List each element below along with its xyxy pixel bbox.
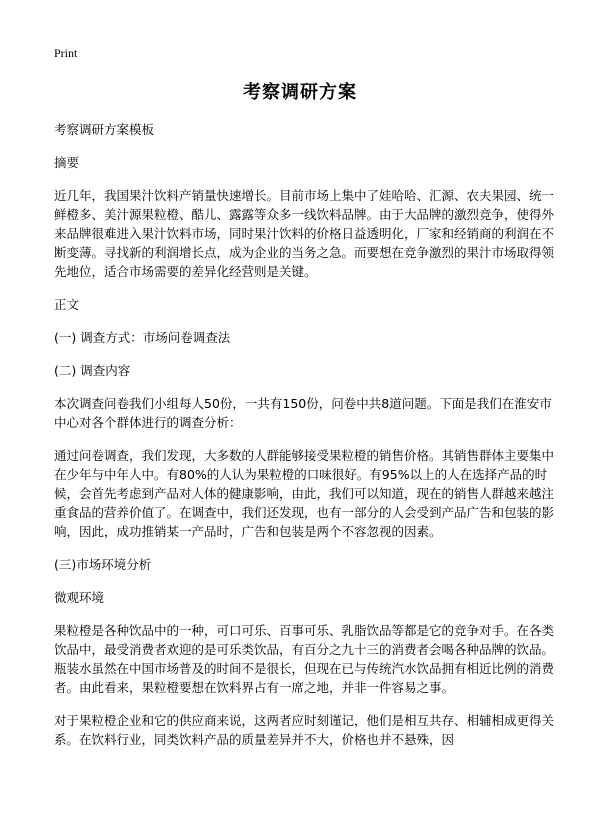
section-survey-method: (一) 调查方式：市场问卷调查法 [54, 330, 231, 345]
document-title: 考察调研方案 [243, 82, 357, 103]
abstract-paragraph: 近几年，我国果汁饮料产销量快速增长。目前市场上集中了娃哈哈、汇源、农夫果园、统一鲜橙多、美汁源果粒橙、酷儿、露露等众多一线饮料品牌。由于大品牌的激烈竞争，使得外来品牌很难进入果汁饮料市场，同时果汁饮料的价格日益透明化，厂家和经销商的利润在不断变薄。寻找新的利润增长点，成为企业的当务之急。而要想在竞争激烈的果汁市场取得领先地位，适合市场需要的差异化经营则是关键。 [54, 188, 555, 279]
supplier-paragraph: 对于果粒橙企业和它的供应商来说，这两者应时刻谨记，他们是相互共存、相辅相成更得关系。在饮料行业，同类饮料产品的质量差异并不大，价格也并不悬殊，因 [54, 713, 555, 747]
survey-intro-paragraph: 本次调查问卷我们小组每人50份，一共有150份，问卷中共8道问题。下面是我们在淮安市中心对各个群体进行的调查分析： [54, 396, 552, 430]
section-market-analysis: (三)市场环境分析 [54, 557, 152, 572]
section-survey-content: (二) 调查内容 [54, 363, 131, 378]
print-link[interactable]: Print [54, 46, 78, 60]
subtitle-paragraph: 考察调研方案模板 [54, 122, 155, 137]
survey-findings-paragraph: 通过问卷调查，我们发现，大多数的人群能够接受果粒橙的销售价格。其销售群体主要集中在少年与中年人中。有80%的人认为果粒橙的口味很好。有95%以上的人在选择产品的时候，会首先考虑到产品对人体的健康影响，由此，我们可以知道，现在的销售人群越来越注重食品的营养价值了。在调查中，我们还发现，也有一部分的人会受到产品广告和包装的影响，因此，成功推销某一产品时，广告和包装是两个不容忽视的因素。 [54, 448, 555, 539]
body-heading: 正文 [54, 297, 80, 312]
competition-paragraph: 果粒橙是各种饮品中的一种，可口可乐、百事可乐、乳脂饮品等都是它的竞争对手。在各类饮品中，最受消费者欢迎的是可乐类饮品，有百分之九十三的消费者会喝各种品牌的饮品。瓶装水虽然在中国市场普及的时间不是很长，但现在已与传统汽水饮品拥有相近比例的消费者。由此看来，果粒橙要想在饮料界占有一席之地，并非一件容易之事。 [54, 623, 555, 695]
abstract-heading: 摘要 [54, 155, 80, 170]
micro-environment-heading: 微观环境 [54, 590, 105, 605]
document-body [54, 120, 554, 763]
